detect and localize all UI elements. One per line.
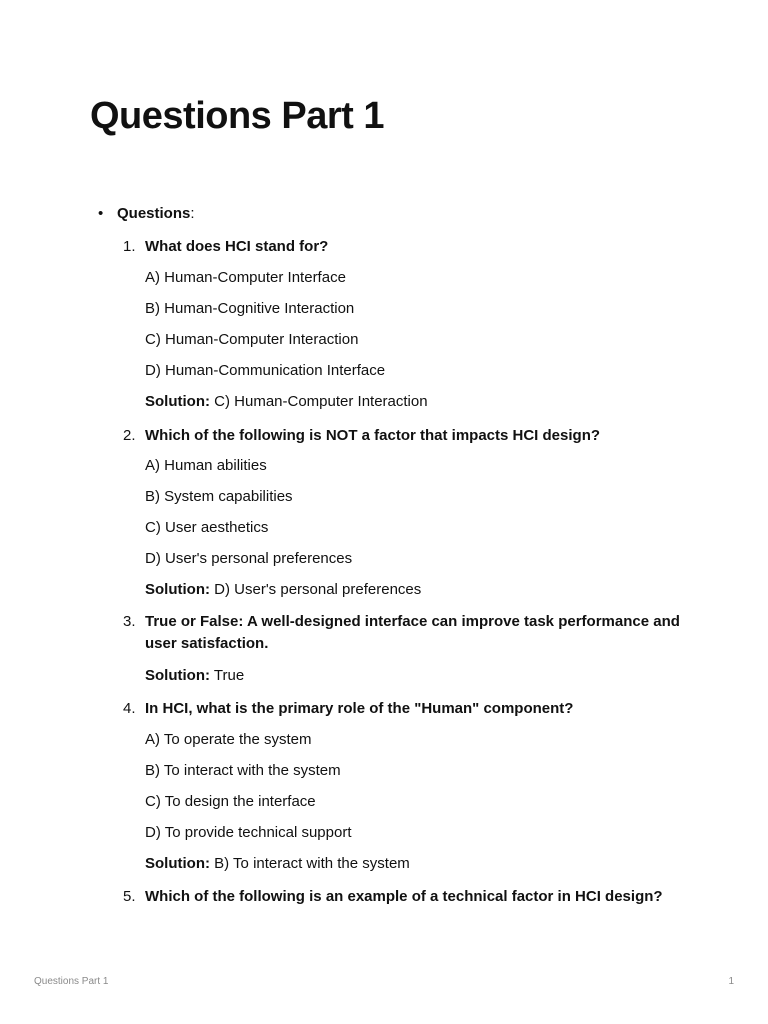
- answer-option: B) Human-Cognitive Interaction: [145, 300, 355, 317]
- solution-line: [145, 665, 244, 687]
- solution-line: [145, 391, 428, 413]
- solution-value: D) User's personal preferences: [214, 581, 422, 598]
- solution-label: Solution:: [145, 855, 210, 872]
- solution-value: True: [213, 667, 245, 684]
- page-title: Questions Part 1: [90, 95, 384, 137]
- solution-line: [145, 853, 410, 875]
- bullet-icon: •: [98, 205, 104, 222]
- answer-option: C) Human-Computer Interaction: [145, 331, 359, 348]
- answer-option: B) To interact with the system: [145, 762, 341, 779]
- answer-option: C) To design the interface: [145, 793, 316, 810]
- answer-option: A) To operate the system: [145, 731, 312, 748]
- question-number: 5.: [123, 888, 136, 905]
- question-text: In HCI, what is the primary role of the "Human" component?: [145, 700, 574, 717]
- question-text: True or False: A well-designed interface can improve task performance and user satisfaction.: [145, 613, 680, 652]
- footer-doc-title: Questions Part 1: [34, 976, 109, 987]
- question-text: Which of the following is an example of a technical factor in HCI design?: [145, 888, 663, 905]
- question-text: What does HCI stand for?: [145, 238, 329, 255]
- question-number: 1.: [123, 238, 136, 255]
- question-text: Which of the following is NOT a factor that impacts HCI design?: [145, 427, 601, 444]
- answer-option: D) To provide technical support: [145, 824, 352, 841]
- footer-page-number: 1: [728, 976, 734, 987]
- question-5: [123, 886, 685, 908]
- question-4: [123, 698, 685, 720]
- section-colon: :: [190, 205, 195, 222]
- section-bullet-item: [98, 203, 195, 225]
- question-1: [123, 236, 685, 258]
- answer-option: A) Human-Computer Interface: [145, 269, 346, 286]
- question-3: [123, 611, 685, 655]
- answer-option: C) User aesthetics: [145, 519, 269, 536]
- answer-option: D) Human-Communication Interface: [145, 362, 386, 379]
- answer-option: A) Human abilities: [145, 457, 267, 474]
- solution-value: C) Human-Computer Interaction: [214, 393, 428, 410]
- solution-label: Solution:: [145, 581, 210, 598]
- answer-option: B) System capabilities: [145, 488, 293, 505]
- question-2: [123, 425, 685, 447]
- solution-line: [145, 579, 421, 601]
- solution-value: B) To interact with the system: [214, 855, 410, 872]
- section-label: Questions: [117, 205, 191, 222]
- solution-label: Solution:: [145, 667, 210, 684]
- question-number: 3.: [123, 613, 136, 630]
- answer-option: D) User's personal preferences: [145, 550, 353, 567]
- question-number: 4.: [123, 700, 136, 717]
- question-number: 2.: [123, 427, 136, 444]
- solution-label: Solution:: [145, 393, 210, 410]
